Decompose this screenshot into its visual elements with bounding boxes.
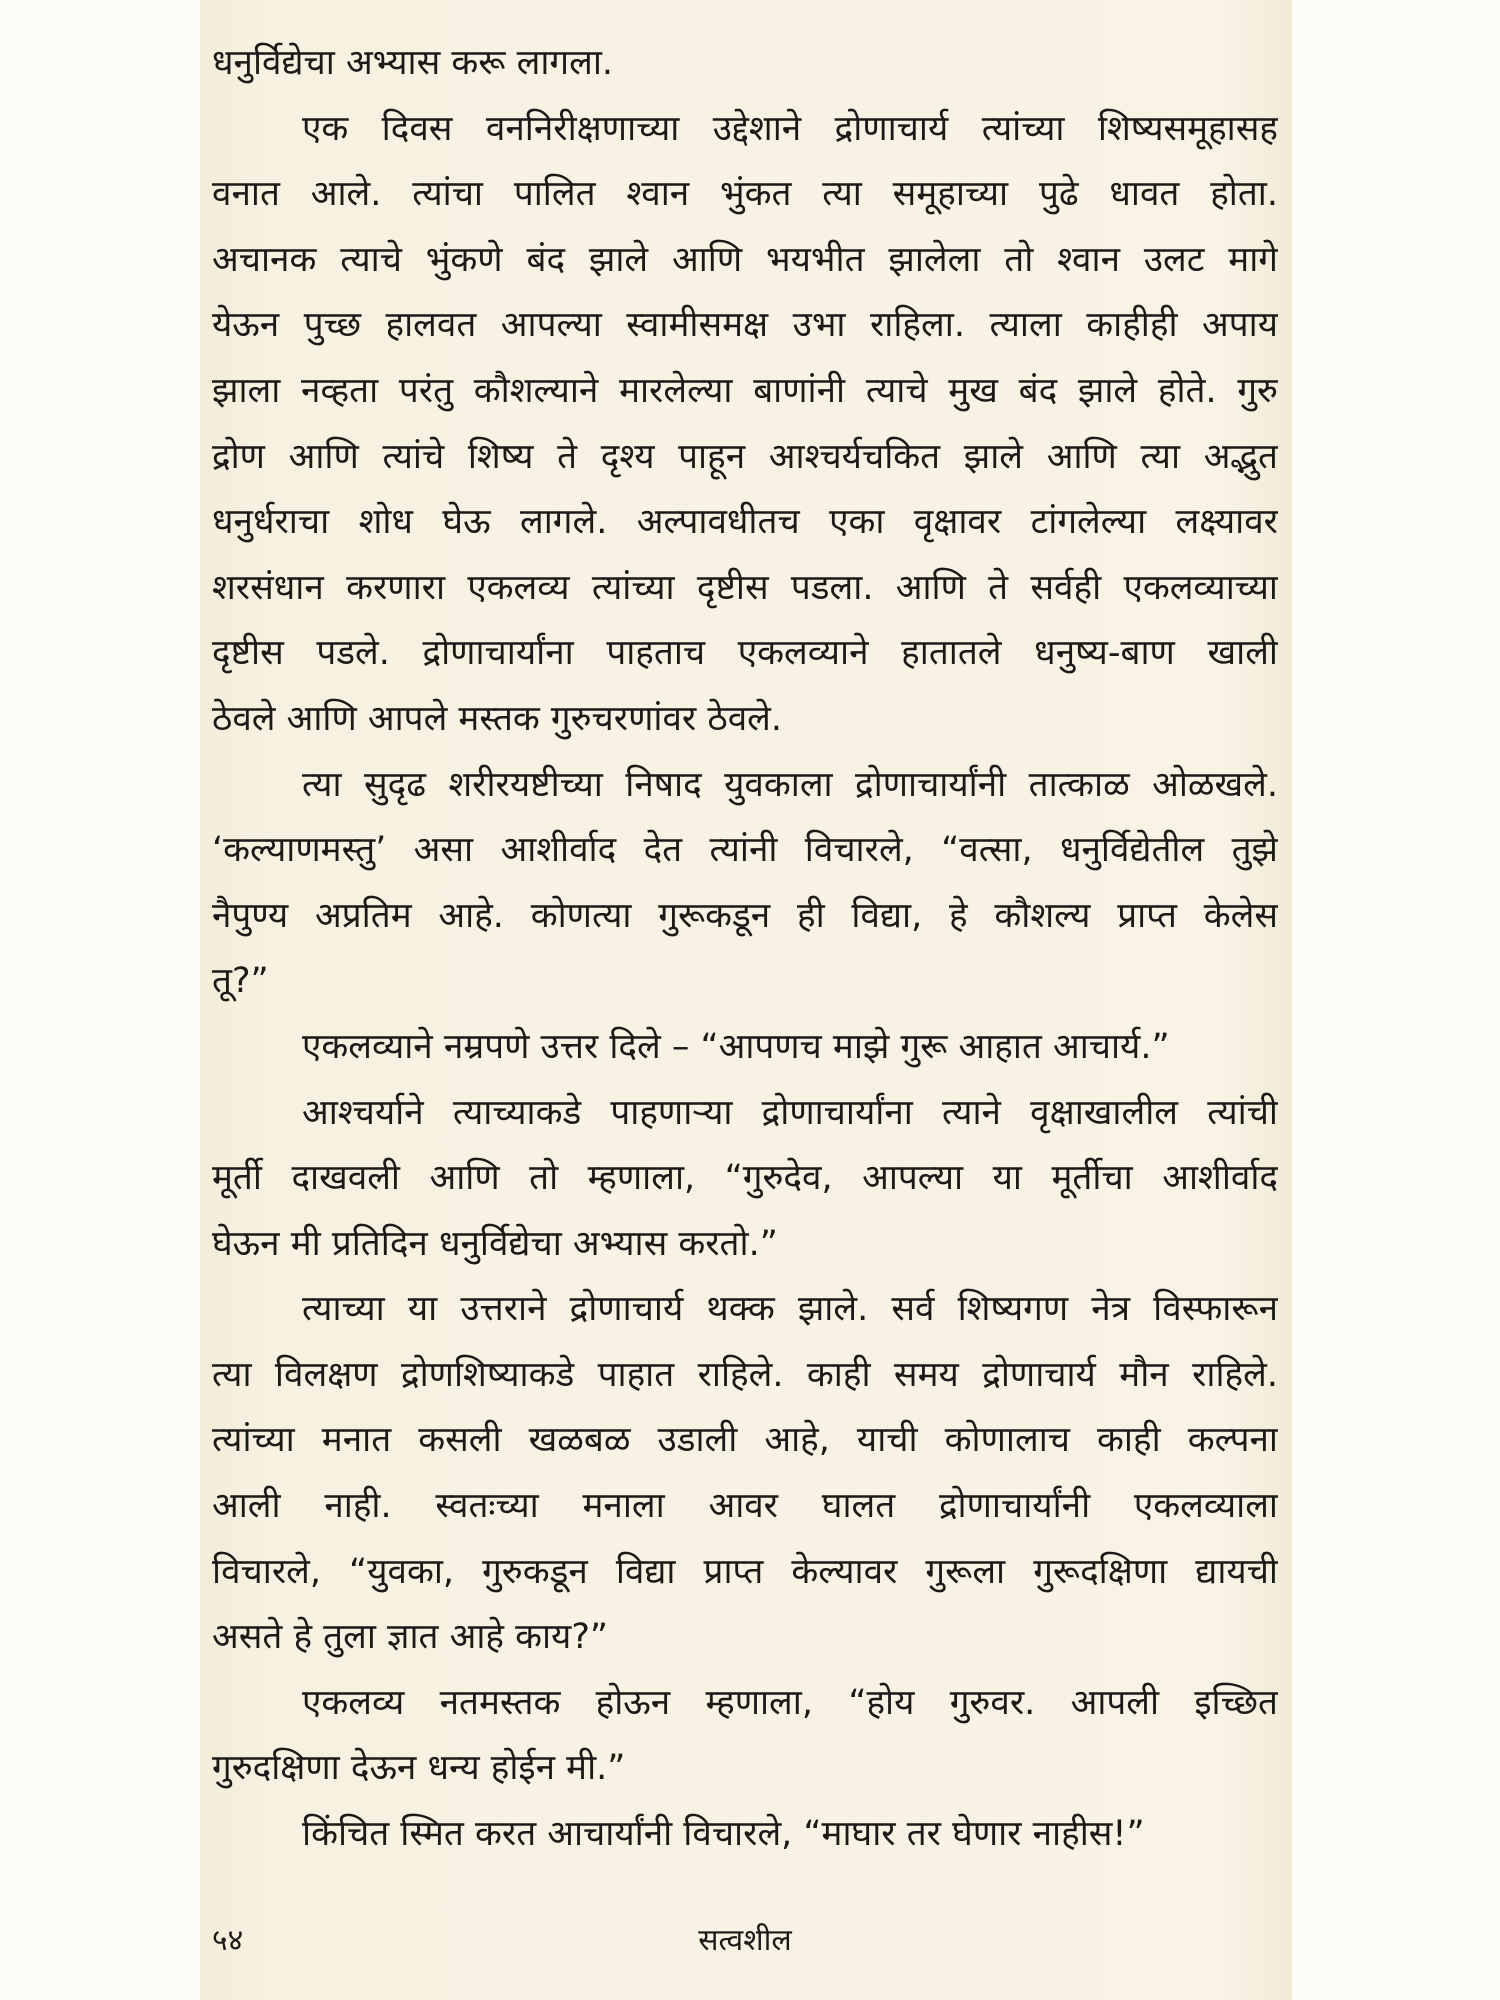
text-line: अचानक त्याचे भुंकणे बंद झाले आणि भयभीत झालेला तो श्वान उलट मागे (212, 239, 1278, 280)
paragraph (212, 753, 1278, 1015)
text-line: घेऊन मी प्रतिदिन धनुर्विद्येचा अभ्यास करतो.” (212, 1223, 778, 1264)
text-line: झाला नव्हता परंतु कौशल्याने मारलेल्या बाणांनी त्याचे मुख बंद झाले होते. गुरु (212, 370, 1278, 411)
text-line: त्या सुदृढ शरीरयष्टीच्या निषाद युवकाला द्रोणाचार्यांनी तात्काळ ओळखले. (302, 764, 1278, 805)
text-line: गुरुदक्षिणा देऊन धन्य होईन मी.” (212, 1748, 626, 1789)
paragraph (212, 1671, 1278, 1802)
body-text (212, 31, 1278, 1868)
text-line: येऊन पुच्छ हालवत आपल्या स्वामीसमक्ष उभा राहिला. त्याला काहीही अपाय (212, 305, 1278, 346)
text-line: आश्चर्याने त्याच्याकडे पाहणाऱ्या द्रोणाचार्यांना त्याने वृक्षाखालील त्यांची (302, 1092, 1278, 1133)
text-line: दृष्टीस पडले. द्रोणाचार्यांना पाहताच एकलव्याने हातातले धनुष्य-बाण खाली (212, 633, 1278, 674)
paragraph (212, 1015, 1278, 1081)
paragraph (212, 31, 1278, 97)
text-line: वनात आले. त्यांचा पालित श्वान भुंकत त्या समूहाच्या पुढे धावत होता. (212, 174, 1278, 215)
text-line: ठेवले आणि आपले मस्तक गुरुचरणांवर ठेवले. (212, 698, 783, 739)
page-number: ५४ (212, 1923, 244, 1958)
paragraph (212, 1277, 1278, 1671)
text-line: असते हे तुला ज्ञात आहे काय?” (212, 1617, 609, 1658)
text-line: त्यांच्या मनात कसली खळबळ उडाली आहे, याची कोणालाच काही कल्पना (212, 1420, 1278, 1461)
text-line: मूर्ती दाखवली आणि तो म्हणाला, “गुरुदेव, आपल्या या मूर्तीचा आशीर्वाद (212, 1158, 1278, 1199)
text-line: त्याच्या या उत्तराने द्रोणाचार्य थक्क झाले. सर्व शिष्यगण नेत्र विस्फारून (302, 1289, 1278, 1330)
text-line: तू?” (212, 961, 269, 1002)
text-line: एकलव्य नतमस्तक होऊन म्हणाला, “होय गुरुवर. आपली इच्छित (302, 1682, 1278, 1723)
text-line: आली नाही. स्वतःच्या मनाला आवर घालत द्रोणाचार्यांनी एकलव्याला (212, 1486, 1278, 1527)
text-line: शरसंधान करणारा एकलव्य त्यांच्या दृष्टीस पडला. आणि ते सर्वही एकलव्याच्या (212, 567, 1278, 608)
text-line: धनुर्धराचा शोध घेऊ लागले. अल्पावधीतच एका वृक्षावर टांगलेल्या लक्ष्यावर (212, 502, 1278, 543)
text-line: ‘कल्याणमस्तु’ असा आशीर्वाद देत त्यांनी विचारले, “वत्सा, धनुर्विद्येतील तुझे (212, 830, 1278, 871)
text-line: एकलव्याने नम्रपणे उत्तर दिले – “आपणच माझे गुरू आहात आचार्य.” (302, 1026, 1170, 1067)
paragraph (212, 1802, 1278, 1868)
text-line: किंचित स्मित करत आचार्यांनी विचारले, “माघार तर घेणार नाहीस!” (302, 1814, 1145, 1855)
paragraph (212, 1081, 1278, 1278)
text-line: एक दिवस वननिरीक्षणाच्या उद्देशाने द्रोणाचार्य त्यांच्या शिष्यसमूहासह (302, 108, 1278, 149)
text-line: त्या विलक्षण द्रोणशिष्याकडे पाहात राहिले. काही समय द्रोणाचार्य मौन राहिले. (212, 1354, 1278, 1395)
running-head: सत्वशील (698, 1923, 792, 1958)
paragraph (212, 97, 1278, 753)
text-line: द्रोण आणि त्यांचे शिष्य ते दृश्य पाहून आश्चर्यचकित झाले आणि त्या अद्भुत (212, 436, 1278, 477)
page-footer (212, 1918, 1278, 1968)
text-line: धनुर्विद्येचा अभ्यास करू लागला. (212, 43, 614, 83)
text-line: नैपुण्य अप्रतिम आहे. कोणत्या गुरूकडून ही विद्या, हे कौशल्य प्राप्त केलेस (212, 895, 1278, 936)
text-line: विचारले, “युवका, गुरुकडून विद्या प्राप्त केल्यावर गुरूला गुरूदक्षिणा द्यायची (212, 1551, 1278, 1592)
